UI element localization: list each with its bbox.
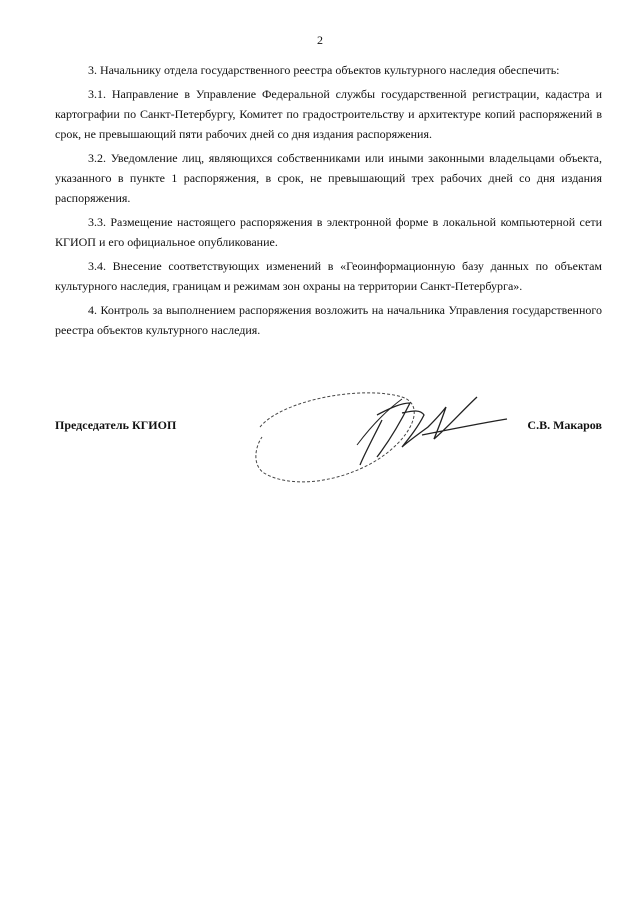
paragraph-4: 4. Контроль за выполнением распоряжения возложить на начальника Управления государственного реестра объектов культурного наследия.: [55, 303, 602, 337]
paragraph-3-4: 3.4. Внесение соответствующих изменений в «Геоинформационную базу данных по объектам культурного наследия, границам и режимам зон охраны на территории Санкт-Петербурга».: [55, 259, 602, 293]
handwritten-signature: [252, 385, 512, 495]
signer-name: С.В. Макаров: [527, 418, 602, 432]
paragraph-3: 3. Начальнику отдела государственного реестра объектов культурного наследия обеспечить:: [88, 63, 560, 77]
document-body: [55, 60, 602, 344]
paragraph-3-2: 3.2. Уведомление лиц, являющихся собственниками или иными законными владельцами объекта, указанного в пункте 1 распоряжения, в срок, не превышающий трех рабочих дней со дня издания распоряжения.: [55, 151, 602, 205]
signature-block: [55, 410, 602, 500]
signer-title: Председатель КГИОП: [55, 418, 177, 432]
paragraph-3-3: 3.3. Размещение настоящего распоряжения в электронной форме в локальной компьютерной сети КГИОП и его официальное опубликование.: [55, 215, 602, 249]
paragraph-3-1: 3.1. Направление в Управление Федеральной службы государственной регистрации, кадастра и картографии по Санкт-Петербургу, Комитет по градостроительству и архитектуре копий распоряжений в срок, не превышающий пяти рабочих дней со дня издания распоряжения.: [55, 87, 602, 141]
page-number: 2: [317, 33, 323, 47]
